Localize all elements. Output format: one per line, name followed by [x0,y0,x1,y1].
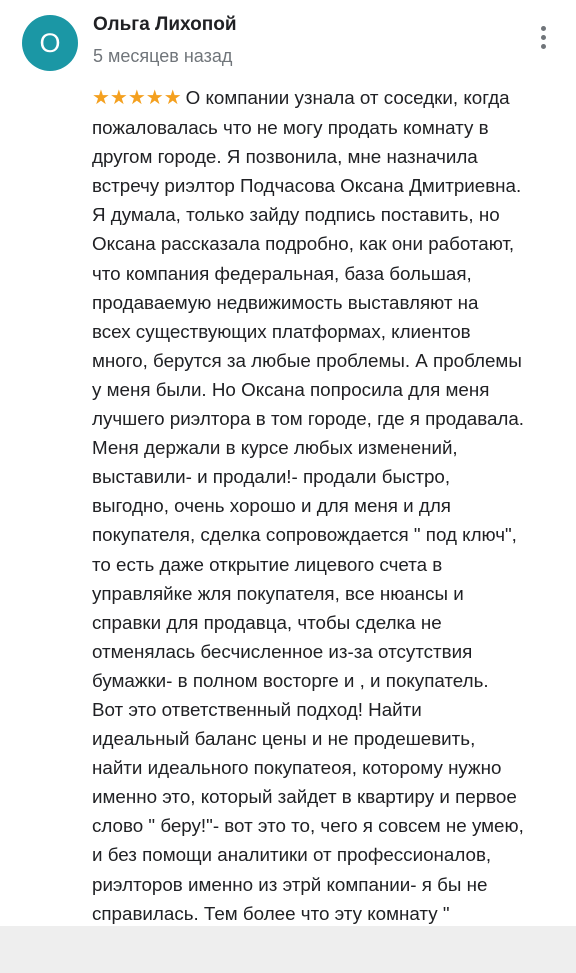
review-line: лучшего риэлтора в том городе, где я продавала. [92,408,525,430]
review-line: слово " беру!"- вот это то, чего я совсем не умею, [92,815,524,837]
review-line: найти идеального покупатеоя, которому нужно [92,757,502,779]
review-line: отменялась бесчисленное из-за отсутствия [92,640,473,662]
review-line: Оксана рассказала подробно, как они работают, [92,233,515,255]
review-line: продаваемую недвижимость выставляют на [92,291,479,313]
review-line: что компания федеральная, база большая, [92,262,472,284]
review-line: Вот это ответственный подход! Найти [92,698,422,720]
review-line: покупателя, сделка сопровождается " под ключ", [92,524,517,546]
avatar[interactable] [22,15,78,71]
review-line: справки для продавца, чтобы сделка не [92,611,442,633]
review-line: другом городе. Я позвонила, мне назначила [92,146,478,168]
review-line: у меня были. Но Оксана попросила для меня [92,378,490,400]
more-vert-icon [541,26,546,49]
review-text [92,83,560,926]
review-line: всех существующих платформах, клиентов [92,320,471,342]
review-date: 5 месяцев назад [93,46,233,66]
review-author-name[interactable]: Ольга Лихопой [93,14,237,35]
review-line: идеальный баланс цены и не продешевить, [92,728,476,750]
review-line: много, берутся за любые проблемы. А проблемы [92,349,522,371]
more-options-button[interactable] [528,20,558,54]
review-line-text: О компании узнала от соседки, когда [185,87,510,108]
review-line [92,83,560,113]
review-line: выгодно, очень хорошо и для меня и для [92,495,451,517]
review-line: выставили- и продали!- продали быстро, [92,466,451,488]
review-line: справилась. Тем более что эту комнату " [92,902,450,924]
review-line: Я думала, только зайду подпись поставить, но [92,204,500,226]
review-line: управляйке жля покупателя, все нюансы и [92,582,464,604]
review-line: и без помощи аналитики от профессионалов, [92,844,492,866]
avatar-letter: О [39,27,61,58]
bottom-bar [0,926,576,973]
review-line: бумажки- в полном восторге и , и покупатель. [92,669,489,691]
review-line: пожаловалась что не могу продать комнату в [92,117,489,139]
review-line: то есть даже открытие лицевого счета в [92,553,443,575]
review-line: именно это, который зайдет в квартиру и первое [92,786,517,808]
star-rating: ★★★★★ [92,87,182,109]
review-line: Меня держали в курсе любых изменений, [92,437,458,459]
review-line: риэлторов именно из этрй компании- я бы не [92,873,488,895]
review-line: встречу риэлтор Подчасова Оксана Дмитриевна. [92,175,522,197]
